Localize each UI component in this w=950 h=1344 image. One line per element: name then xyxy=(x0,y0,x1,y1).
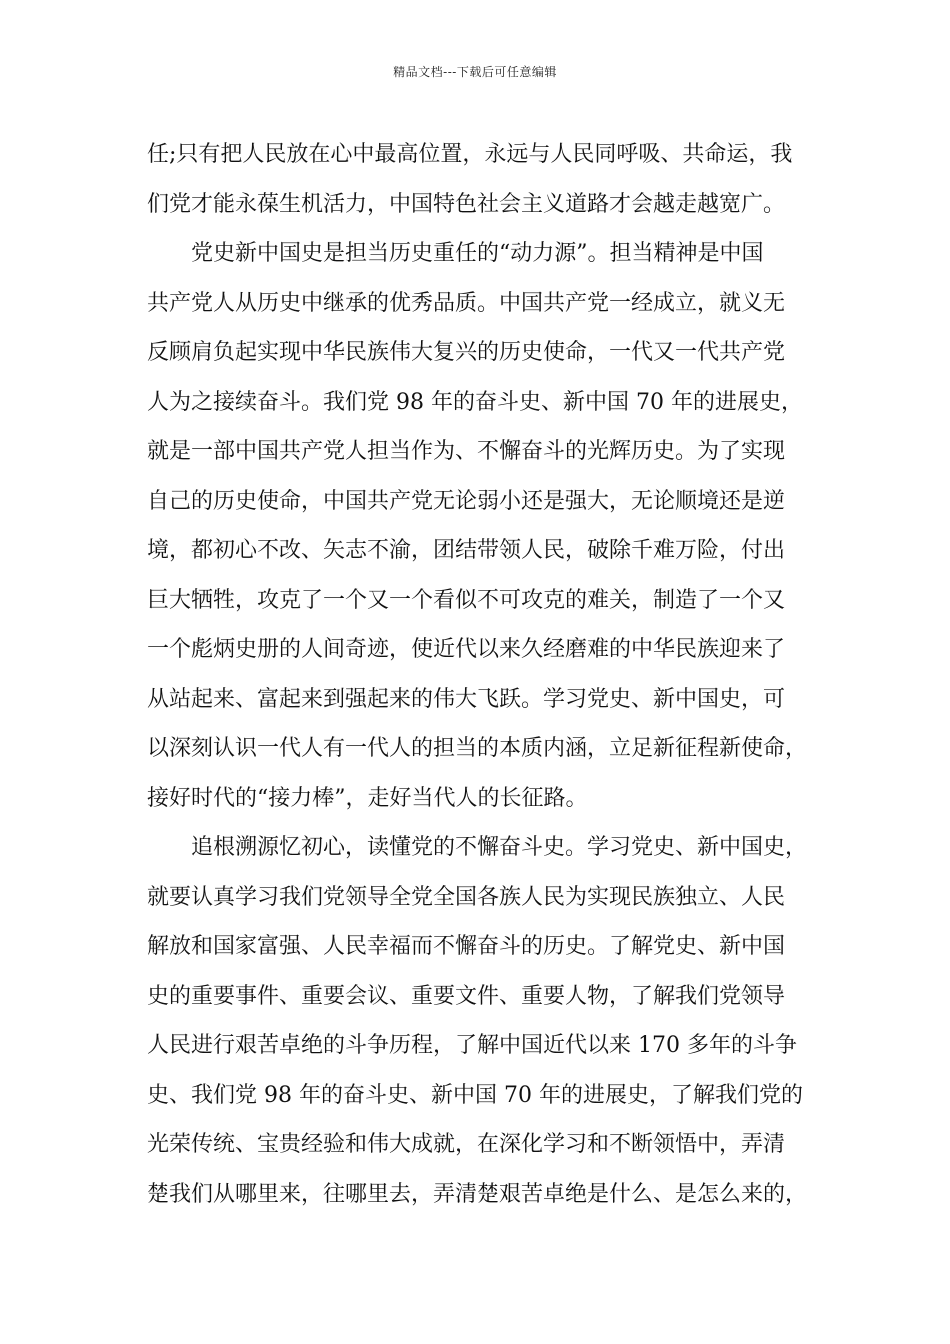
text-line: 一个彪炳史册的人间奇迹，使近代以来久经磨难的中华民族迎来了 xyxy=(147,637,786,662)
paragraph xyxy=(147,229,817,823)
text-line: 从站起来、富起来到强起来的伟大飞跃。学习党史、新中国史，可 xyxy=(147,686,786,712)
text-line: 就是一部中国共产党人担当作为、不懈奋斗的光辉历史。为了实现 xyxy=(147,439,786,464)
text-line: 自己的历史使命，中国共产党无论弱小还是强大，无论顺境还是逆 xyxy=(147,488,786,514)
text-line: 追根溯源忆初心，读懂党的不懈奋斗史。学习党史、新中国史， xyxy=(191,835,808,860)
text-line: 史的重要事件、重要会议、重要文件、重要人物，了解我们党领导 xyxy=(147,983,786,1009)
text-line: 反顾肩负起实现中华民族伟大复兴的历史使命，一代又一代共产党 xyxy=(147,340,786,365)
text-line: 党史新中国史是担当历史重任的“动力源”。担当精神是中国 xyxy=(191,241,764,266)
text-line: 巨大牺牲，攻克了一个又一个看似不可攻克的难关，制造了一个又 xyxy=(147,587,786,613)
text-line: 人为之接续奋斗。我们党 98 年的奋斗史、新中国 70 年的进展史， xyxy=(147,389,803,415)
text-line: 史、我们党 98 年的奋斗史、新中国 70 年的进展史，了解我们党的 xyxy=(147,1082,803,1108)
text-line: 人民进行艰苦卓绝的斗争历程，了解中国近代以来 170 多年的斗争 xyxy=(147,1033,797,1058)
text-line: 们党才能永葆生机活力，中国特色社会主义道路才会越走越宽广。 xyxy=(147,191,786,217)
paragraph xyxy=(147,130,817,229)
text-line: 以深刻认识一代人有一代人的担当的本质内涵，立足新征程新使命， xyxy=(147,736,808,761)
text-line: 境，都初心不改、矢志不渝，团结带领人民，破除千难万险，付出 xyxy=(147,538,786,563)
text-line: 就要认真学习我们党领导全党全国各族人民为实现民族独立、人民 xyxy=(147,884,786,910)
paragraph xyxy=(147,823,817,1219)
page-header: 精品文档---下载后可任意编辑 xyxy=(393,65,557,79)
text-line: 接好时代的“接力棒”，走好当代人的长征路。 xyxy=(147,785,588,811)
document-body xyxy=(147,130,817,1219)
text-line: 任;只有把人民放在心中最高位置，永远与人民同呼吸、共命运，我 xyxy=(147,142,793,167)
text-line: 光荣传统、宝贵经验和伟大成就，在深化学习和不断领悟中，弄清 xyxy=(147,1132,786,1157)
text-line: 共产党人从历史中继承的优秀品质。中国共产党一经成立，就义无 xyxy=(147,290,786,316)
text-line: 楚我们从哪里来，往哪里去，弄清楚艰苦卓绝是什么、是怎么来的， xyxy=(147,1181,808,1207)
text-line: 解放和国家富强、人民幸福而不懈奋斗的历史。了解党史、新中国 xyxy=(147,934,786,959)
